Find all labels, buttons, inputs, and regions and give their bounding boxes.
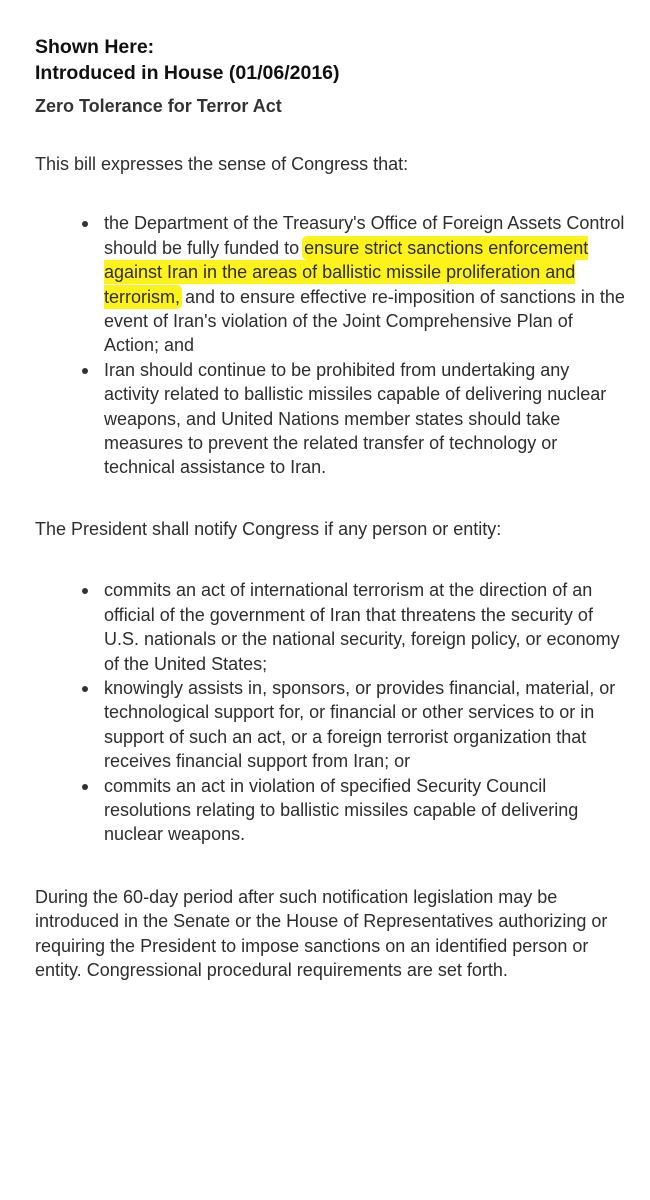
bullet-text: Iran should continue to be prohibited from undertaking any activity related to ballistic missiles capable of delivering nuclear weapons, and United Nations member states should take measures to prevent the related transfer of technology or technical assistance to Iran. — [104, 359, 607, 478]
introduced-date-heading: Introduced in House (01/06/2016) — [35, 62, 340, 84]
bullet-icon — [82, 221, 88, 227]
bullet-text-before-highlight: the Department of the Treasury's Office of Foreign Assets Control should be fully funded to — [104, 213, 625, 258]
notification-period-paragraph: During the 60-day period after such notification legislation may be introduced in the Senate or the House of Representatives authorizing or requiring the President to impose sanctions on an identified person or entity. Congressional procedural requirements are set forth. — [35, 886, 608, 980]
list-item — [35, 774, 625, 847]
bullet-icon — [82, 784, 88, 790]
highlighted-text: ensure strict sanctions enforcement against Iran in the areas of ballistic missile proliferation and terrorism, — [104, 237, 589, 307]
notify-congress-intro: The President shall notify Congress if any person or entity: — [35, 518, 502, 539]
shown-here-heading: Shown Here: — [35, 36, 155, 58]
list-item — [35, 578, 625, 676]
bullet-icon — [82, 588, 88, 594]
bullet-text: knowingly assists in, sponsors, or provides financial, material, or technological support for, or financial or other services to or in support of such an act, or a foreign terrorist organization that receives financial support from Iran; or — [104, 677, 616, 772]
list-item — [35, 358, 625, 480]
bullet-icon — [82, 368, 88, 374]
list-item — [35, 676, 625, 774]
bullet-icon — [82, 686, 88, 692]
bill-title: Zero Tolerance for Terror Act — [35, 96, 282, 116]
sense-of-congress-intro: This bill expresses the sense of Congress that: — [35, 154, 409, 174]
bullet-text-after-highlight: and to ensure effective re-imposition of sanctions in the event of Iran's violation of the Joint Comprehensive Plan of Action; and — [104, 286, 625, 356]
bullet-text: commits an act of international terrorism at the direction of an official of the government of Iran that threatens the security of U.S. nationals or the national security, foreign policy, or economy of the United States; — [104, 580, 620, 674]
bill-summary-document — [35, 34, 625, 982]
bullet-text: commits an act in violation of specified Security Council resolutions relating to ballistic missiles capable of delivering nuclear weapons. — [104, 775, 579, 845]
sense-of-congress-list — [35, 211, 625, 479]
notify-congress-list — [35, 578, 625, 846]
list-item — [35, 211, 625, 357]
